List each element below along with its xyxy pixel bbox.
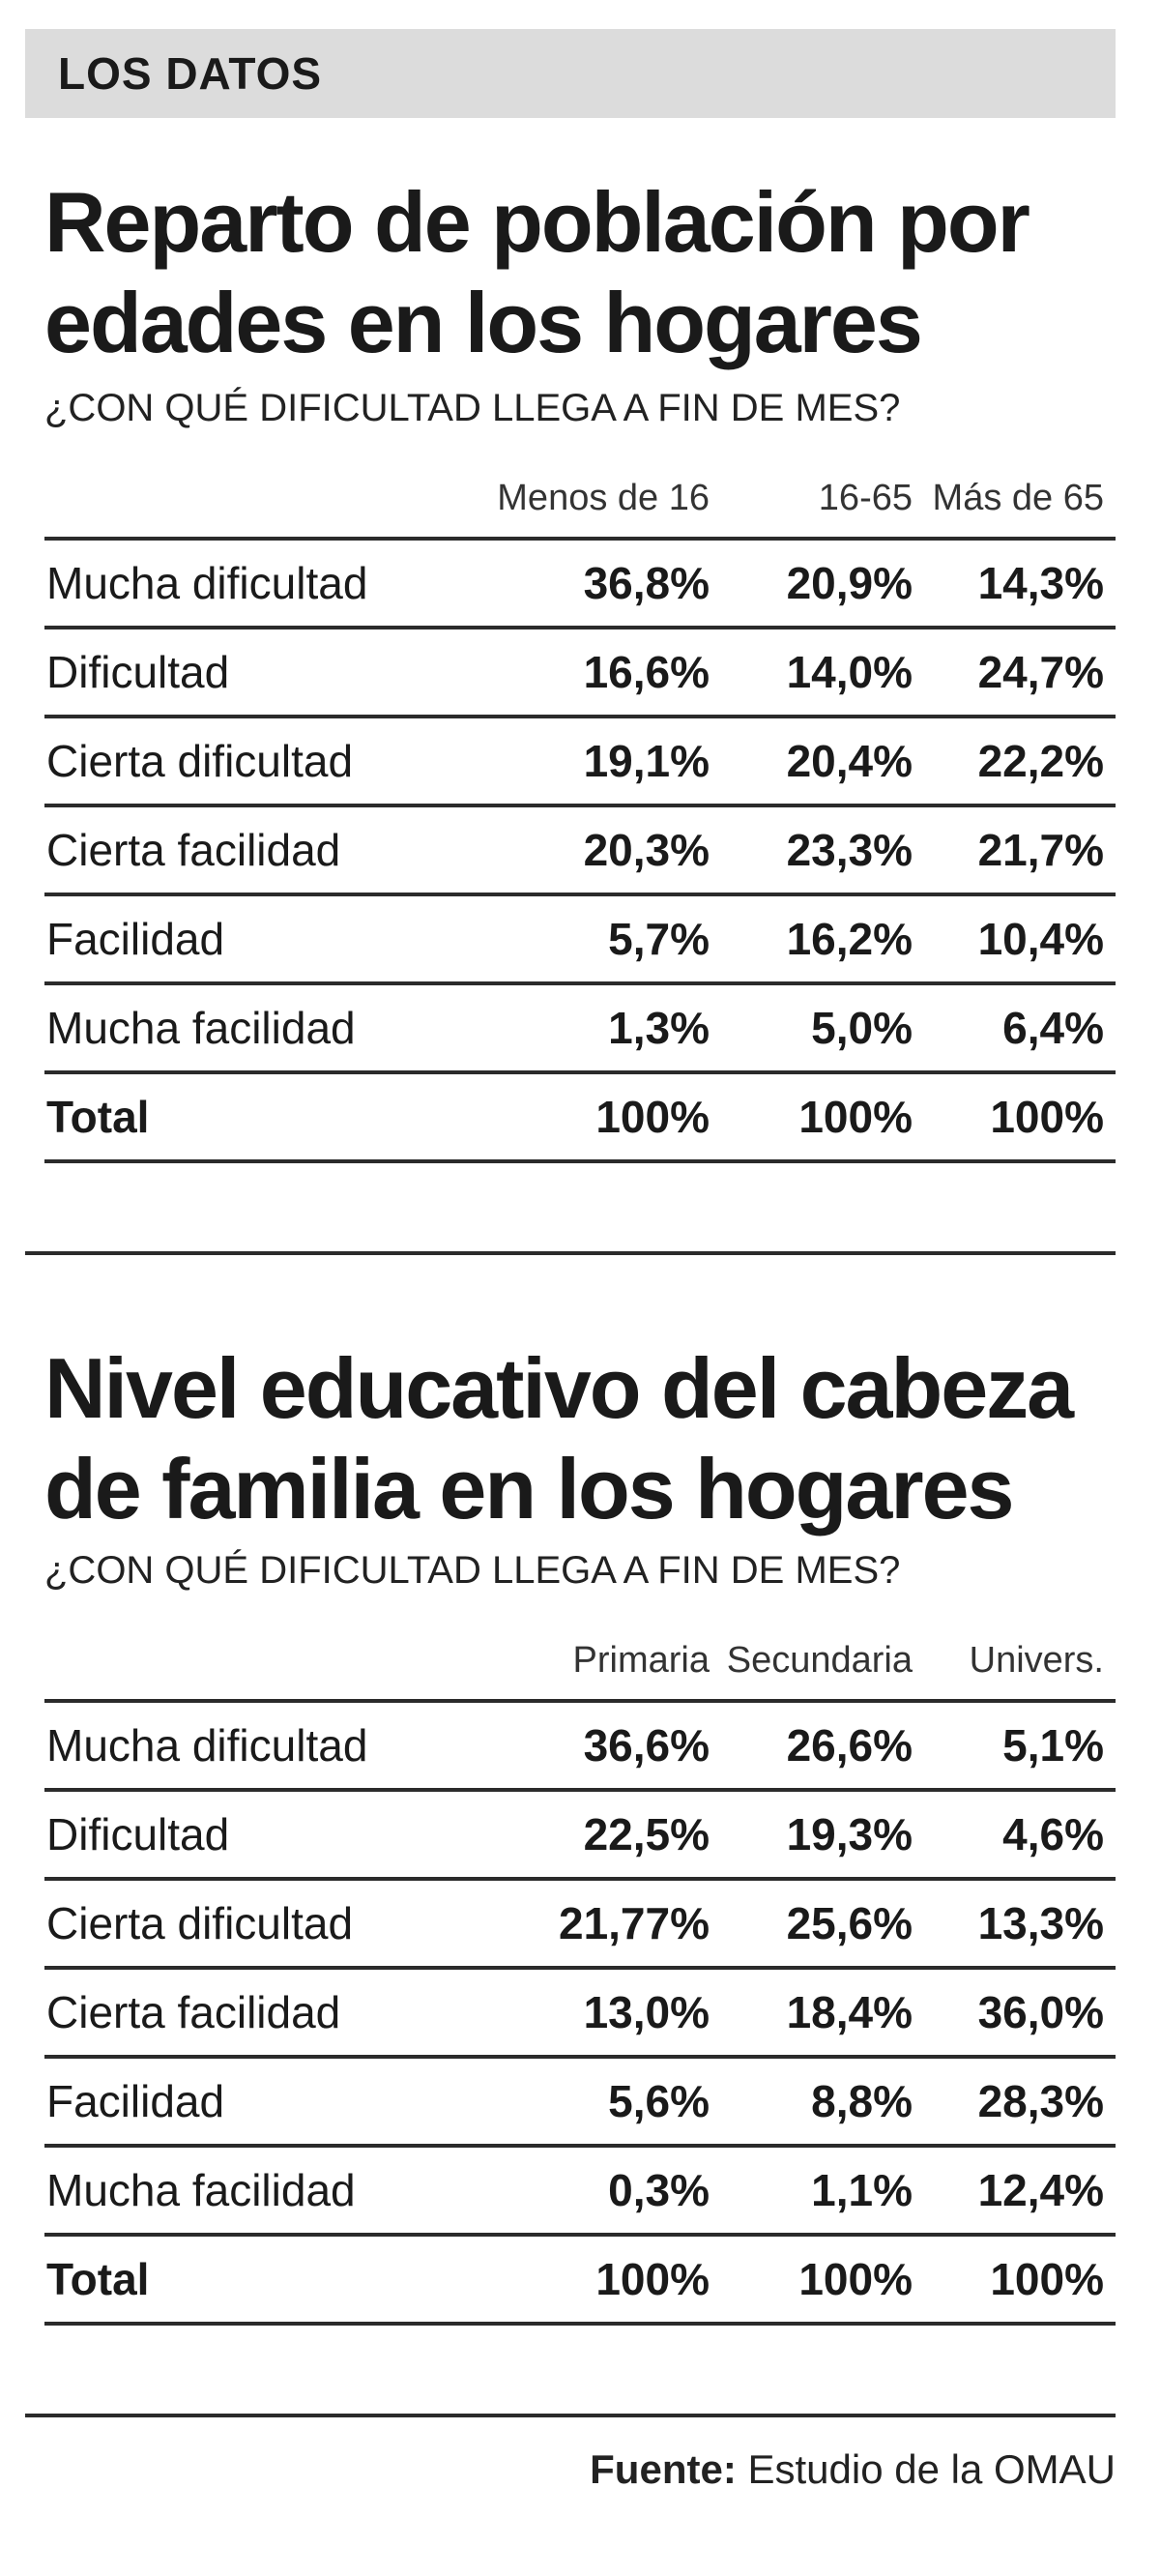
section-divider	[25, 1251, 1116, 1255]
data-cell: 36,6%	[583, 1720, 710, 1771]
table-row	[44, 1970, 1116, 2059]
table-2-header-row	[44, 1622, 1116, 1703]
table-row	[44, 718, 1116, 807]
data-cell: 21,7%	[977, 825, 1104, 875]
table-row	[44, 807, 1116, 896]
table-1-title: Reparto de población por edades en los hogares	[44, 174, 1029, 370]
row-label: Cierta dificultad	[46, 1898, 354, 1948]
data-cell: 8,8%	[811, 2076, 913, 2126]
table-1-header-row	[44, 459, 1116, 541]
data-cell: 4,6%	[1002, 1809, 1104, 1859]
row-label: Total	[46, 2254, 150, 2304]
table-2-col-header: Univers.	[969, 1639, 1104, 1681]
data-cell: 5,0%	[811, 1003, 913, 1053]
source-label: Fuente:	[590, 2446, 737, 2492]
data-cell: 21,77%	[558, 1898, 710, 1948]
row-label: Facilidad	[46, 914, 225, 964]
data-cell: 100%	[798, 1092, 913, 1142]
data-cell: 100%	[990, 1092, 1104, 1142]
data-cell: 100%	[798, 2254, 913, 2304]
table-total-row	[44, 1074, 1116, 1163]
banner-label: LOS DATOS	[58, 48, 323, 99]
data-cell: 19,1%	[583, 736, 710, 786]
row-label: Facilidad	[46, 2076, 225, 2126]
row-label: Mucha facilidad	[46, 2165, 356, 2215]
table-row	[44, 629, 1116, 718]
data-cell: 0,3%	[608, 2165, 710, 2215]
table-1	[44, 459, 1116, 1163]
data-cell: 24,7%	[977, 647, 1104, 697]
table-2-col-header: Secundaria	[726, 1639, 913, 1681]
data-cell: 14,0%	[786, 647, 913, 697]
table-2-title: Nivel educativo del cabeza de familia en los hogares	[44, 1340, 1073, 1537]
table-2-col-header: Primaria	[572, 1639, 710, 1681]
data-cell: 14,3%	[977, 558, 1104, 608]
data-cell: 13,3%	[977, 1898, 1104, 1948]
data-cell: 22,5%	[583, 1809, 710, 1859]
row-label: Dificultad	[46, 1809, 230, 1859]
table-2-subtitle: ¿CON QUÉ DIFICULTAD LLEGA A FIN DE MES?	[44, 1549, 901, 1592]
row-label: Mucha dificultad	[46, 558, 368, 608]
data-cell: 26,6%	[786, 1720, 913, 1771]
row-label: Dificultad	[46, 647, 230, 697]
data-cell: 10,4%	[977, 914, 1104, 964]
row-label: Cierta dificultad	[46, 736, 354, 786]
table-row	[44, 1703, 1116, 1792]
source-credit	[590, 2446, 1116, 2493]
table-1-col-header: Más de 65	[932, 477, 1104, 518]
table-1-col-header: 16-65	[818, 477, 913, 518]
data-cell: 19,3%	[786, 1809, 913, 1859]
table-row	[44, 1881, 1116, 1970]
row-label: Mucha facilidad	[46, 1003, 356, 1053]
data-cell: 5,1%	[1002, 1720, 1104, 1771]
table-row	[44, 1792, 1116, 1881]
table-row	[44, 896, 1116, 985]
data-cell: 100%	[595, 2254, 710, 2304]
data-cell: 20,3%	[583, 825, 710, 875]
data-cell: 22,2%	[977, 736, 1104, 786]
table-row	[44, 2148, 1116, 2237]
data-cell: 28,3%	[977, 2076, 1104, 2126]
table-2	[44, 1622, 1116, 2326]
table-total-row	[44, 2237, 1116, 2326]
source-text: Estudio de la OMAU	[747, 2446, 1116, 2492]
data-cell: 18,4%	[786, 1987, 913, 2037]
data-cell: 100%	[595, 1092, 710, 1142]
data-cell: 100%	[990, 2254, 1104, 2304]
row-label: Cierta facilidad	[46, 825, 341, 875]
data-cell: 13,0%	[583, 1987, 710, 2037]
data-cell: 5,6%	[608, 2076, 710, 2126]
data-cell: 25,6%	[786, 1898, 913, 1948]
data-cell: 5,7%	[608, 914, 710, 964]
table-row	[44, 541, 1116, 629]
data-cell: 36,8%	[583, 558, 710, 608]
data-cell: 23,3%	[786, 825, 913, 875]
row-label: Mucha dificultad	[46, 1720, 368, 1771]
table-1-subtitle: ¿CON QUÉ DIFICULTAD LLEGA A FIN DE MES?	[44, 387, 901, 429]
section-banner	[25, 29, 1116, 118]
table-row	[44, 985, 1116, 1074]
data-cell: 16,2%	[786, 914, 913, 964]
footer-divider	[25, 2414, 1116, 2417]
row-label: Total	[46, 1092, 150, 1142]
table-row	[44, 2059, 1116, 2148]
data-cell: 1,1%	[811, 2165, 913, 2215]
data-cell: 20,4%	[786, 736, 913, 786]
data-cell: 6,4%	[1002, 1003, 1104, 1053]
data-cell: 1,3%	[608, 1003, 710, 1053]
data-cell: 16,6%	[583, 647, 710, 697]
data-cell: 12,4%	[977, 2165, 1104, 2215]
data-cell: 36,0%	[977, 1987, 1104, 2037]
row-label: Cierta facilidad	[46, 1987, 341, 2037]
table-1-col-header: Menos de 16	[497, 477, 710, 518]
data-cell: 20,9%	[786, 558, 913, 608]
